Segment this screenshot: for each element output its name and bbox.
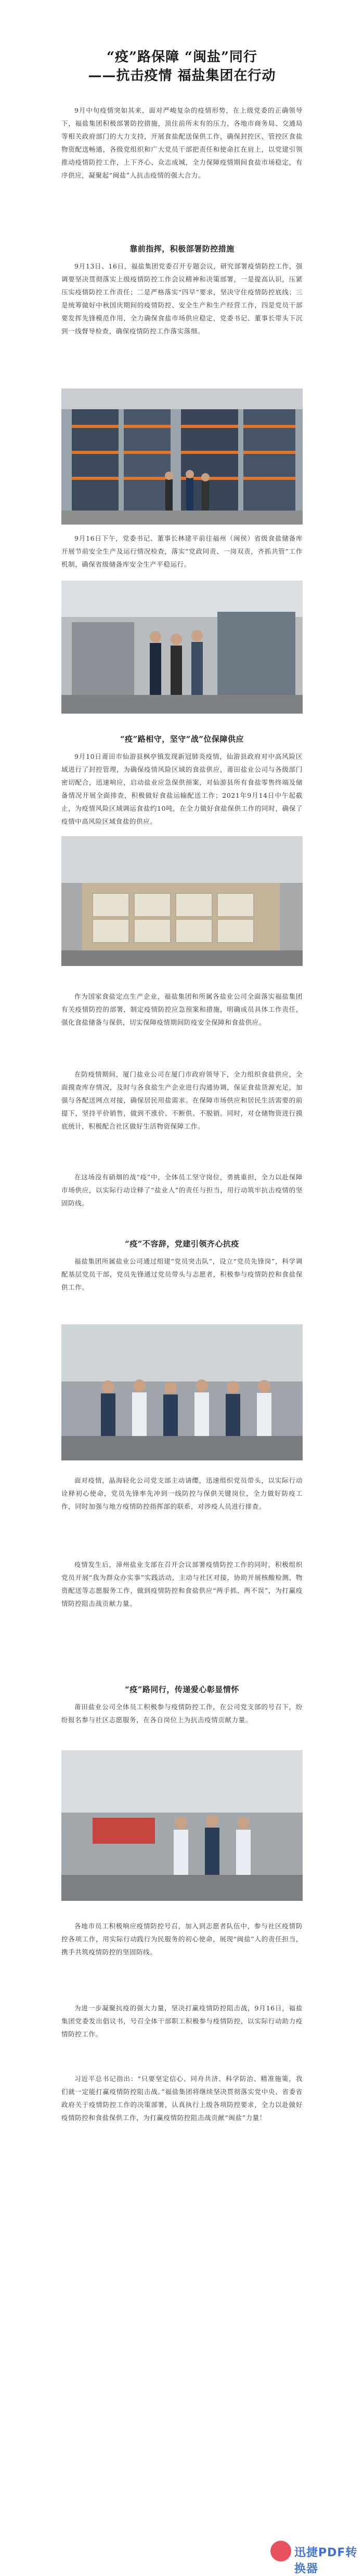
section3-paragraph-1: 作为国家食盐定点生产企业，福盐集团和所属各盐业公司全面落实福盐集团有关疫情防控的部署，制定疫情防控应急预案和措施，明确成员具体工作责任，强化食盐储备与保供，切实保障疫情期间防疫安全保障和食盐供应。 [61, 992, 303, 1026]
watermark-text: 迅捷PDF转换器 [294, 2546, 358, 2575]
title-line-2: ——抗击疫情 福盐集团在行动 [88, 68, 276, 84]
section3-paragraph-2: 在防疫情期间，厦门盐业公司在厦门市政府领导下，全力组织食盐供应，全面摸查库存情况，及时与各食盐生产企业进行沟通协调，保证食盐货源充足，加强与各配送网点对接，确保居民用盐需求。在保障市场供应和居民生活需要的前提下，坚持平价销售，做到不涨价、不断供、不脱销。同时，对仓储物资进行摸底统计，积极配合社区做好生活物资保障工作。 [61, 1070, 303, 1130]
title-line-1: “疫”路保障 “闽盐”同行 [107, 49, 257, 65]
section-heading-party: “疫”不容辞，党建引领齐心抗疫 [125, 1239, 239, 1249]
volunteers-image [61, 1324, 303, 1460]
community-service-image [61, 1750, 303, 1901]
section1-paragraph-2: 9月16日下午，党委书记、董事长林建平前往福州（闽侯）省级食盐储备库开展节前安全生产及运行情况检查，落实“党政同责、一岗双责，齐抓共管”工作机制，确保省级储备库安全生产平稳运行。 [61, 534, 303, 568]
section5-paragraph-1: 莆田盐业公司全体员工积极参与疫情防控工作，在公司党支部的号召下，纷纷报名参与社区志愿服务，在各自岗位上为抗击疫情贡献力量。 [61, 1703, 303, 1724]
warehouse-shelving-photo [61, 388, 303, 525]
section4-paragraph-3: 疫情发生后，漳州盐业支部在召开会议部署疫情防控工作的同时，积极组织党员开展“我为群众办实事”实践活动，主动与社区对接，协助开展核酸检测、物资配送等志愿服务工作，做到疫情防控和食盐供应“两手抓、两不误”，为打赢疫情防控阻击战贡献力量。 [61, 1561, 303, 1607]
section5-paragraph-4: 习近平总书记指出：“只要坚定信心、同舟共济、科学防治、精准施策，我们就一定能打赢疫情防控阻击战。”福盐集团将继续坚决贯彻落实党中央、省委省政府关于疫情防控工作的决策部署，认真执行上级各项防控要求，全力以赴做好疫情防控和食盐保供工作，为打赢疫情防控阻击战贡献“闽盐”力量！ [61, 2075, 303, 2122]
section-heading-supply: “疫”路相守，坚守“战”位保障供应 [120, 734, 244, 744]
loading-goods-image [61, 836, 303, 966]
inspection-photo [61, 581, 303, 714]
section4-paragraph-1: 福盐集团所属盐业公司通过组建“党员突击队”，设立“党员先锋岗”，科学调配基层党员干部，党员先锋通过党员带头与志愿者，积极参与疫情防控和食盐保供工作。 [61, 1257, 303, 1291]
volunteers-photo [61, 1324, 303, 1460]
article-title [0, 48, 364, 85]
intro-paragraph: 9月中旬疫情突如其来，面对严峻复杂的疫情形势，在上级党委的正确领导下，福盐集团积极部署防控措施，顶住前所未有的压力，各地市商务局、交通局等相关政府部门的大力支持，开展食盐配送保供工作，确保封控区、管控区食盐物资配送畅通，各级党组织和广大党员干部把责任和使命扛在肩上，以党建引领推动疫情防控工作，上下齐心、众志成城，全力保障疫情期间食盐市场稳定，有序供应，凝聚起“闽盐”人抗击疫情的强大合力。 [61, 106, 303, 179]
section5-paragraph-3: 为进一步凝聚抗疫的强大力量，坚决打赢疫情防控阻击战，9月16日，福盐集团党委发出倡议书，号召全体干部职工积极参与疫情防控，以实际行动助力疫情防控工作。 [61, 2004, 303, 2038]
pdf-converter-logo-icon [270, 2541, 291, 2561]
section-heading-care: “疫”路同行，传递爱心彰显情怀 [125, 1685, 239, 1694]
inspection-image [61, 581, 303, 714]
section5-paragraph-2: 各地市员工积极响应疫情防控号召，加入到志愿者队伍中，参与社区疫情防控各项工作，用实际行动践行为民服务的初心使命，展现“闽盐”人的责任担当，携手共筑疫情防控的坚固防线。 [61, 1922, 303, 1956]
community-service-photo [61, 1750, 303, 1901]
pdf-converter-watermark [270, 2538, 363, 2575]
section2-paragraph-1: 9月10日莆田市仙游县枫亭镇发现新冠肺炎疫情，仙游县政府对中高风险区域进行了封控管理，为确保疫情风险区域的食盐供应，莆田盐业公司与各级部门密切配合，迅速响应，启动盐业应急保供预案，对仙游县所有食盐零售终端及储备情况开展全面排查，积极做好食盐运输配送工作；2021年9月14日中午起截止，为疫情风险区域调运食盐约10吨，在全力做好食盐保供工作的同时，确保了疫情中高风险区域食盐的供应。 [61, 753, 303, 825]
section1-paragraph-1: 9月13日、16日，福盐集团党委召开专题会议，研究部署疫情防控工作，强调要坚决贯彻落实上级疫情防控工作会议精神和决策部署，一是提高认识，压紧压实疫情防控工作责任；二是严格落实“四早”要求，坚决守住疫情防控底线；三是统筹做好中秋国庆期间的疫情防控、安全生产和生产经营工作，四是党员干部要发挥先锋模范作用，全力确保食盐市场供应稳定，党委书记、董事长带头下沉到一线督导检查，确保疫情防控工作落实落细。 [61, 262, 303, 335]
section-heading-command: 靠前指挥，积极部署防控措施 [129, 244, 235, 253]
warehouse-shelving-image [61, 388, 303, 525]
section3-paragraph-3: 在这场没有硝烟的战“疫”中，全体员工坚守岗位，勇挑重担，全力以赴保障市场供应，以实际行动诠释了“盐业人”的责任与担当，用行动筑牢抗击疫情的坚固防线。 [61, 1173, 303, 1207]
section4-paragraph-2: 面对疫情，晶海轻化公司党支部主动请缨，迅速组织党员带头，以实际行动诠释初心使命，党员先锋率先冲到一线防控与保供关键岗位，全力做好防疫工作，同时加强与地方疫情防控指挥部的联系，对涉疫人员进行排查。 [61, 1477, 303, 1510]
loading-goods-photo [61, 836, 303, 966]
